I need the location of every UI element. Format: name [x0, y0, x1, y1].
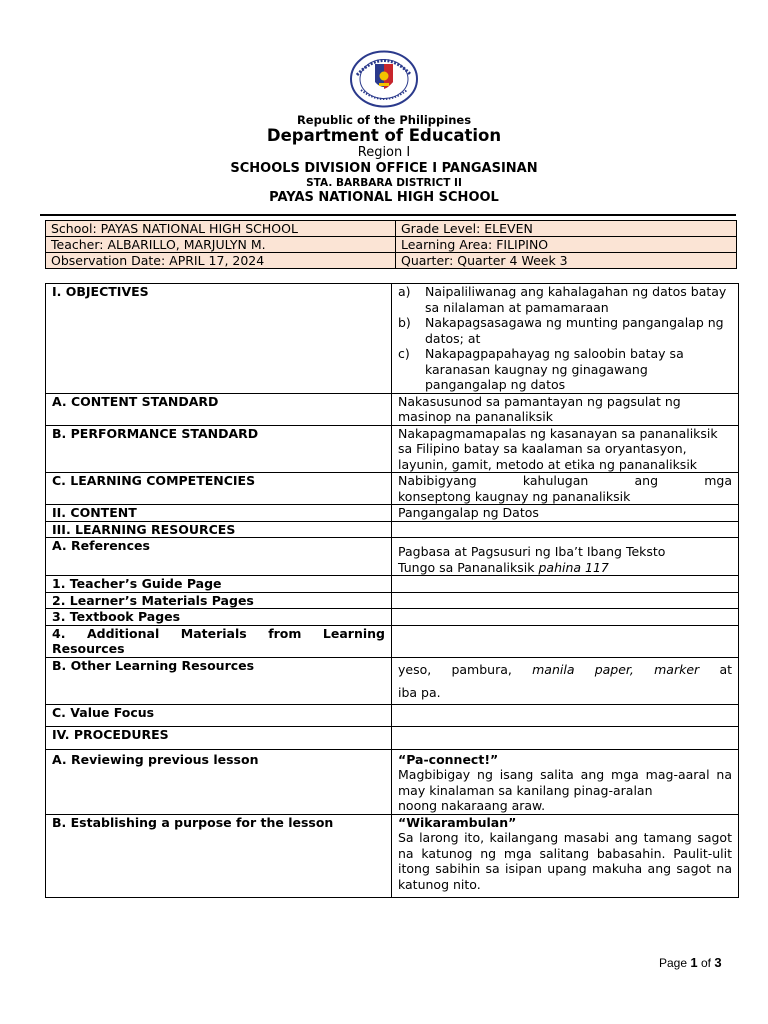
learners-materials-cell [392, 592, 739, 609]
teachers-guide-label: 1. Teacher’s Guide Page [46, 576, 392, 593]
other-resources-cell [392, 657, 739, 704]
references-line [398, 560, 732, 576]
page-number: 1 [690, 955, 698, 970]
list-item [398, 284, 732, 315]
references-line: Pagbasa at Pagsusuri ng Iba’t Ibang Teksto [398, 544, 666, 559]
textbook-pages-cell [392, 609, 739, 626]
competencies-cell [392, 473, 739, 505]
info-table [45, 220, 737, 269]
additional-materials-cell [392, 625, 739, 657]
other-resources-text: yeso, pambura, [398, 661, 512, 677]
other-resources-line: iba pa. [398, 684, 441, 700]
objectives-label: I. OBJECTIVES [46, 284, 392, 394]
info-row [46, 221, 737, 237]
learners-materials-label: 2. Learner’s Materials Pages [46, 592, 392, 609]
references-label: A. References [46, 538, 392, 576]
table-row [46, 592, 739, 609]
table-row [46, 425, 739, 473]
grade-level-cell: Grade Level: ELEVEN [396, 221, 737, 237]
republic-heading: Republic of the Philippines [296, 113, 472, 127]
textbook-pages-label: 3. Textbook Pages [46, 609, 392, 626]
table-row [46, 749, 739, 814]
of-word: of [700, 956, 711, 970]
lesson-plan-table [45, 283, 739, 898]
performance-standard-cell: Nakapagmamapalas ng kasanayan sa pananaliksik sa Filipino batay sa kaalaman sa oryantasyon, layunin, gamit, metodo at etika ng pananaliksik [392, 425, 739, 473]
list-marker: c) [398, 346, 410, 361]
procedures-cell [392, 726, 739, 749]
page-word: Page [659, 956, 688, 970]
objectives-cell [392, 284, 739, 394]
other-resources-label: B. Other Learning Resources [46, 657, 392, 704]
table-row [46, 726, 739, 749]
review-cell [392, 749, 739, 814]
content-standard-cell: Nakasusunod sa pamantayan ng pagsulat ng masinop na pananaliksik [392, 393, 739, 425]
additional-materials-label: 4. Additional Materials from Learning Resources [46, 625, 392, 657]
references-page: pahina 117 [538, 559, 609, 575]
content-standard-label: A. CONTENT STANDARD [46, 393, 392, 425]
purpose-cell [392, 814, 739, 898]
observation-date-cell: Observation Date: APRIL 17, 2024 [46, 253, 396, 269]
review-text: noong nakaraang araw. [398, 798, 546, 813]
table-row [46, 505, 739, 522]
references-text: Tungo sa Pananaliksik [398, 559, 535, 575]
review-text: Magbibigay ng isang salita ang mga mag-aaral na may kinalaman sa kanilang pinag-aralan [398, 767, 732, 798]
references-cell [392, 538, 739, 576]
info-row [46, 253, 737, 269]
district-heading: STA. BARBARA DISTRICT II [306, 177, 462, 189]
purpose-label-text: B. Establishing a purpose for the lesson [52, 814, 334, 830]
procedures-label: IV. PROCEDURES [46, 726, 392, 749]
value-focus-label: C. Value Focus [46, 704, 392, 726]
table-row [46, 521, 739, 538]
list-item [398, 346, 732, 393]
table-row [46, 814, 739, 898]
table-row [46, 473, 739, 505]
table-row [46, 657, 739, 704]
value-focus-cell [392, 704, 739, 726]
review-label: A. Reviewing previous lesson [46, 749, 392, 814]
competencies-line: konseptong kaugnay ng pananaliksik [398, 488, 631, 504]
resources-cell [392, 521, 739, 538]
table-row [46, 284, 739, 394]
list-marker: b) [398, 315, 411, 330]
school-cell: School: PAYAS NATIONAL HIGH SCHOOL [46, 221, 396, 237]
table-row [46, 393, 739, 425]
other-resources-text: at [719, 661, 732, 677]
deped-seal-logo [349, 50, 419, 108]
table-row [46, 609, 739, 626]
department-heading: Department of Education [266, 126, 502, 145]
school-heading: PAYAS NATIONAL HIGH SCHOOL [269, 190, 499, 205]
page-footer [659, 955, 722, 970]
table-row [46, 625, 739, 657]
review-title: “Pa-connect!” [398, 751, 499, 767]
other-resources-line [398, 658, 732, 681]
objective-text: Nakapagsasagawa ng munting pangangalap ng datos; at [425, 315, 724, 346]
division-heading: SCHOOLS DIVISION OFFICE I PANGASINAN [230, 161, 538, 176]
objective-text: Nakapagpapahayag ng saloobin batay sa karanasan kaugnay ng ginagawang pangangalap ng datos [425, 346, 684, 392]
list-marker: a) [398, 284, 411, 299]
info-row [46, 237, 737, 253]
competencies-label: C. LEARNING COMPETENCIES [46, 473, 392, 505]
objectives-list [398, 284, 732, 393]
competencies-line: Nabibigyang kahulugan ang mga [398, 473, 732, 488]
header-divider [40, 214, 736, 216]
list-item [398, 315, 732, 346]
region-heading: Region I [357, 145, 411, 160]
learning-area-cell: Learning Area: FILIPINO [396, 237, 737, 253]
teachers-guide-cell [392, 576, 739, 593]
table-row [46, 704, 739, 726]
content-label: II. CONTENT [46, 505, 392, 522]
table-row [46, 538, 739, 576]
resources-label: III. LEARNING RESOURCES [46, 521, 392, 538]
page-total: 3 [714, 955, 722, 970]
purpose-title: “Wikarambulan” [398, 814, 517, 830]
other-resources-italic: manila paper, marker [532, 661, 700, 677]
table-row [46, 576, 739, 593]
objective-text: Naipaliliwanag ang kahalagahan ng datos batay sa nilalaman at pamamaraan [425, 284, 727, 315]
purpose-text: Sa larong ito, kailangang masabi ang tamang sagot na katunog ng mga salitang babasahin. Paulit-ulit itong sabihin sa isipan upang makuha ang sagot na katunog nito. [398, 830, 732, 892]
teacher-cell: Teacher: ALBARILLO, MARJULYN M. [46, 237, 396, 253]
content-cell: Pangangalap ng Datos [392, 505, 739, 522]
performance-standard-label: B. PERFORMANCE STANDARD [46, 425, 392, 473]
quarter-cell: Quarter: Quarter 4 Week 3 [396, 253, 737, 269]
purpose-label [46, 814, 392, 898]
